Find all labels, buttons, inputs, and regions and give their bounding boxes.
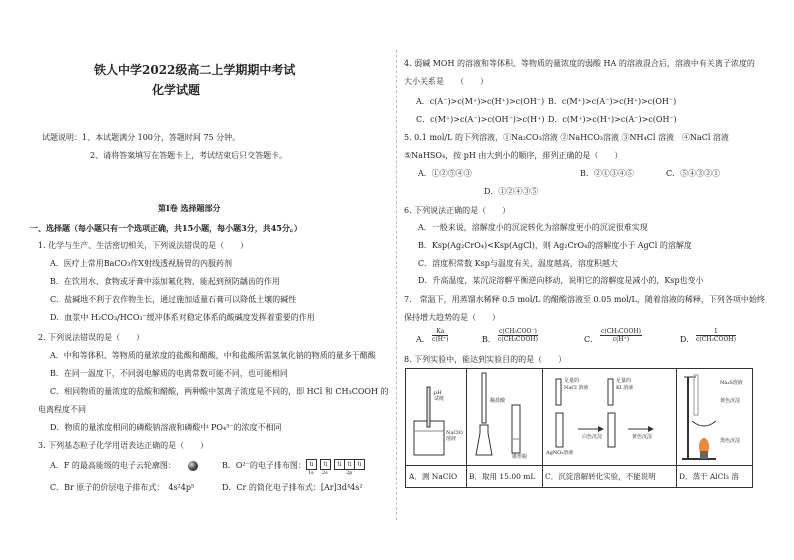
fig-d-label-3: 黑色沉淀: [720, 438, 741, 444]
q7-c-numerator: c(CH₃COOH): [601, 328, 641, 335]
q6-option-d: D．升高温度，某沉淀溶解平衡逆向移动，说明它的溶解度是减小的，Ksp也变小: [418, 276, 704, 285]
q6-option-c: C．溶度积常数 Ksp与温度有关，温度越高，溶度积越大: [418, 259, 618, 268]
question-6: 6. 下列说法正确的是（ ）: [404, 206, 511, 215]
q7-fraction-c: [600, 328, 642, 343]
fig-c-label-2: NaCl 溶液: [564, 385, 589, 391]
q7-option-d: D．: [680, 335, 695, 344]
q5-option-c: C．⑤④③②①: [666, 169, 721, 178]
q7-fraction-b: [498, 328, 538, 343]
q2-option-d: D．物质的量浓度相同的磷酸钠溶液和磷酸中 PO₄³⁻的浓度不相同: [50, 423, 282, 432]
q7-b-numerator: c(CH₃COO⁻): [499, 328, 537, 335]
q3-option-b: B．O²⁻的电子排布图：: [222, 461, 306, 470]
question-5: 5. 0.1 mol/L 的下列溶液，①Na₂CO₃溶液 ②NaHCO₃溶液 ③NH₄Cl 溶液 ④NaCl 溶液: [404, 133, 729, 142]
fig-b-caption: B．取用 15.00 mL: [469, 472, 536, 481]
q1-option-c: C．盐碱地不利于农作物生长，通过施加适量石膏可以降低土壤的碱性: [50, 295, 297, 304]
figure-cell-c: [542, 369, 677, 487]
fig-c-label-4: KI 溶液: [616, 385, 634, 391]
figure-cell-a: [406, 369, 467, 487]
orbital-label-2p: 2p: [346, 470, 353, 476]
q7-fraction-a: [432, 328, 448, 343]
q7-b-denominator: c(CH₃COOH): [498, 336, 538, 343]
q6-option-a: A．一般来说，溶解度小的沉淀转化为溶解度更小的沉淀很难实现: [418, 223, 648, 232]
q7-option-a: A．: [416, 335, 430, 344]
q7-d-numerator: 1: [696, 328, 736, 336]
q2-option-b: B．在同一温度下，不同弱电解质的电离常数可能不同，也可能相同: [50, 369, 288, 378]
question-7-cont: 保持增大趋势的是（ ）: [404, 313, 500, 322]
orbital-label-2s: 2s: [322, 470, 328, 476]
fig-d-caption: D．蒸干 AlCl₃ 溶: [679, 472, 739, 481]
figure-cell-b: [466, 369, 543, 487]
beaker-ph-illustration: [406, 369, 466, 465]
q5-option-a: A．①②⑤④③: [418, 169, 472, 178]
orbital-box-2p-2: ⇅: [344, 459, 355, 470]
question-4: 4. 弱碱 MOH 的溶液和等体积、等物质的量浓度的弱酸 HA 的溶液混合后，溶液中有关离子浓度的: [404, 59, 755, 68]
q7-d-denominator: c(CH₃COOH): [696, 336, 736, 343]
q6-option-b: B．Ksp(Ag₂CrO₄)<Ksp(AgCl)，则 Ag₂CrO₄的溶解度小于 AgCl 的溶解度: [418, 241, 692, 250]
q5-option-d: D．①②④③⑤: [484, 187, 539, 196]
fig-a-label-3: NaClO: [446, 430, 463, 436]
q2-option-c-cont: 电离程度不同: [38, 405, 86, 414]
question-3: 3. 下列基态粒子化学用语表达正确的是（ ）: [38, 441, 209, 450]
q1-option-a: A．医疗上常用BaCO₃作X射线透视肠胃的内服药剂: [50, 259, 233, 268]
fig-c-label-1: 足量的: [564, 378, 580, 384]
q7-c-denominator: c(H⁺): [612, 336, 630, 343]
q3-option-d: D．Cr 的简化电子排布式：[Ar]3d⁴4s²: [222, 483, 363, 492]
fig-c-label-6: 白色沉淀: [582, 434, 603, 440]
experiment-figure-table: [405, 368, 753, 488]
orbital-box-2p-1: ⇅: [334, 459, 345, 470]
q7-option-c: C．: [584, 335, 599, 344]
q3-option-a: A．F 的最高能级的电子云轮廓图：: [50, 461, 176, 470]
fig-d-label-2: 黄色沉淀: [720, 398, 741, 404]
electron-cloud-icon: [188, 461, 198, 471]
q4-option-b: B．c(M⁺)>c(A⁻)>c(H⁺)>c(OH⁻): [548, 97, 677, 106]
q7-fraction-d: [696, 328, 736, 343]
question-7: 7. 常温下，用蒸馏水稀释 0.5 mol/L 的醋酸溶液至 0.05 mol/L，随着溶液的稀释，下列各项中始终: [404, 295, 765, 304]
q1-option-d: D．血浆中 H₂CO₃/HCO₃⁻缓冲体系对稳定体系的酸碱度发挥着重要的作用: [50, 313, 315, 322]
q4-option-a: A．c(A⁻)>c(M⁺)>c(H⁺)>c(OH⁻): [416, 97, 545, 106]
note-1: 试题说明：1、本试题满分 100分，答题时间 75 分钟。: [42, 133, 241, 142]
question-5-cont: ⑤NaHSO₄，按 pH 由大到小的顺序，排列正确的是（ ）: [404, 151, 623, 160]
q3-option-c: C．Br 原子的价层电子排布式： 4s²4p⁵: [50, 483, 195, 492]
note-2: 2、请将答案填写在答题卡上，考试结束后只交答题卡。: [90, 151, 288, 160]
orbital-label-1s: 1s: [308, 470, 314, 476]
q5-option-b: B．②①③④⑤: [580, 169, 634, 178]
question-4-cont: 大小关系是 （ ）: [404, 77, 488, 86]
question-8: 8. 下列实验中，能达到实验目的的是（ ）: [404, 355, 567, 364]
fig-c-label-7: 黄色沉淀: [632, 434, 653, 440]
column-divider: [396, 50, 397, 520]
burette-flask-illustration: [466, 369, 542, 465]
fig-c-caption: C．沉淀溶解转化实验，不能说明: [545, 472, 656, 481]
q7-option-b: B．: [482, 335, 496, 344]
figure-cell-d: [676, 369, 753, 487]
fig-a-label-2: 试纸: [434, 396, 445, 402]
q1-option-b: B．在饮用水、食物或牙膏中添加氟化物，能起到预防龋齿的作用: [50, 277, 280, 286]
orbital-box-2p-3: ⇅: [354, 459, 365, 470]
section-heading: 第Ⅰ卷 选择题部分: [158, 203, 221, 213]
exam-subtitle: 化学试题: [152, 83, 201, 97]
caption-row-border: [406, 465, 752, 466]
q4-option-d: D．c(M⁺)>c(H⁺)>c(A⁻)>c(OH⁻): [548, 115, 677, 124]
question-1: 1. 化学与生产、生活密切相关，下列说法错误的是（ ）: [38, 241, 249, 250]
q7-a-denominator: c(H⁺): [432, 336, 449, 343]
fig-c-label-3: 足量的: [616, 378, 632, 384]
q7-a-numerator: Ka: [432, 328, 448, 336]
q4-option-c: C．c(M⁺)>c(A⁻)>c(OH⁻)>c(H⁺): [416, 115, 545, 124]
fig-b-label-2: 锥形瓶: [512, 454, 528, 460]
fig-c-label-5: AgNO₃溶液: [546, 450, 574, 456]
fig-a-label-4: 溶液: [446, 436, 457, 442]
q2-option-a: A．中和等体积、等物质的量浓度的盐酸和醋酸，中和盐酸所需氢氧化钠的物质的量多于醋酸: [50, 351, 376, 360]
fig-a-caption: A．测 NaClO: [409, 472, 458, 481]
exam-title: 铁人中学2022级高二上学期期中考试: [94, 63, 296, 77]
fig-a-label-1: pH: [434, 390, 442, 396]
part-heading: 一、选择题（每小题只有一个选项正确，共15小题，每小题3分，共45分。）: [30, 223, 302, 233]
q2-option-c: C．相同物质的量浓度的盐酸和醋酸，两种酸中氢离子浓度是不同的，即 HCl 和 CH₃COOH 的: [50, 387, 389, 396]
orbital-box-2s: ⇅: [320, 459, 331, 470]
orbital-box-1s: ⇅: [306, 459, 317, 470]
question-2: 2. 下列说法错误的是（ ）: [38, 333, 145, 342]
fig-b-label-1: 稀盐酸: [490, 398, 506, 404]
fig-d-label-1: Na₂S溶液: [720, 380, 743, 386]
